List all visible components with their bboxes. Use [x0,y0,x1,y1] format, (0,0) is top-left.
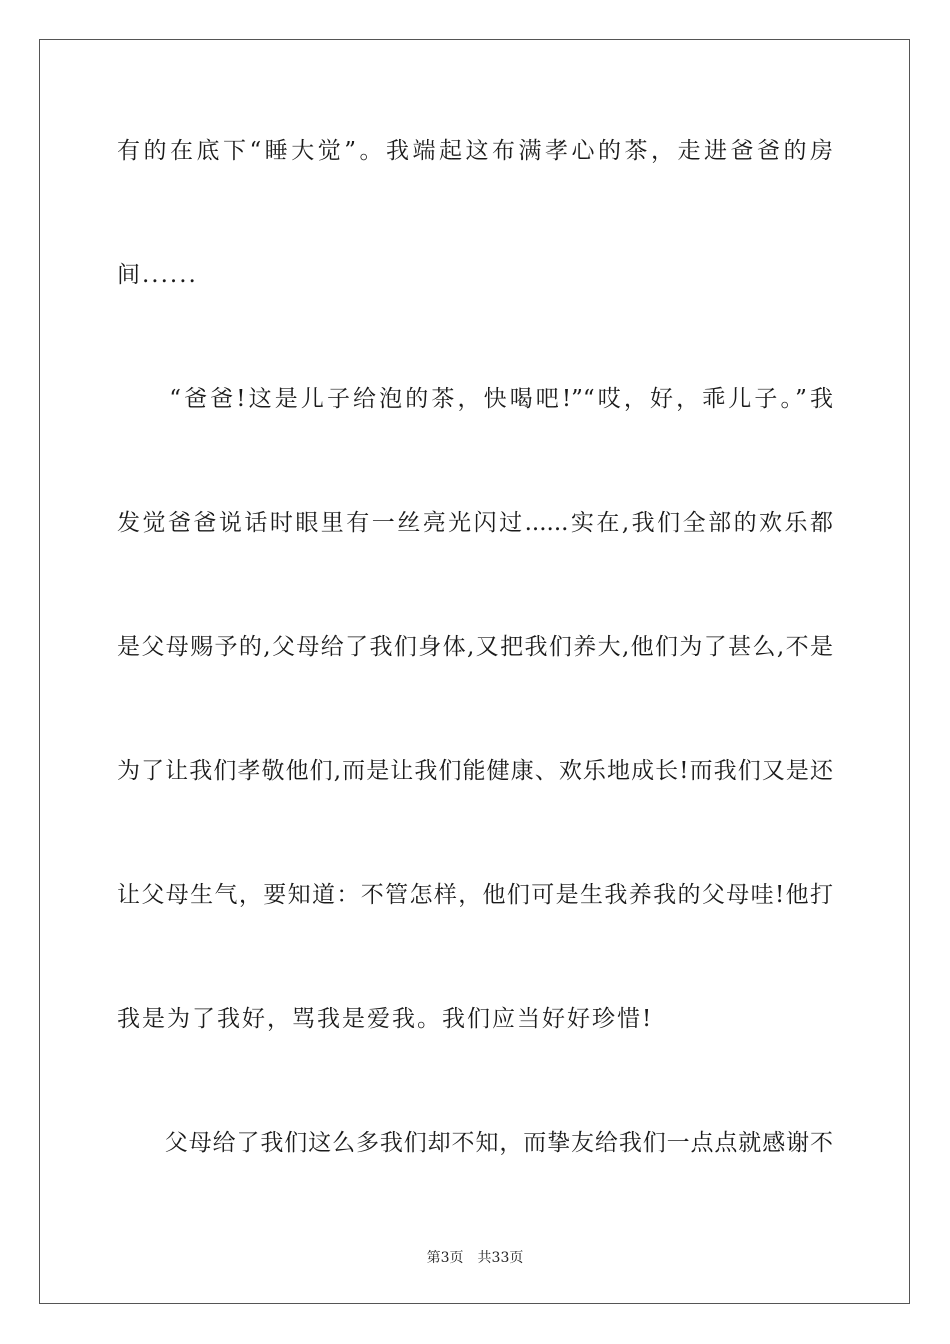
text-line-1: 有的在底下“睡大觉”。我端起这布满孝心的茶，走进爸爸的房 [117,138,833,164]
total-pages: 共33页 [477,1250,524,1266]
text-line-8: 我是为了我好，骂我是爱我。我们应当好好珍惜! [117,1006,654,1032]
text-line-9: 父母给了我们这么多我们却不知，而挚友给我们一点点就感谢不 [117,1130,833,1156]
text-line-7: 让父母生气，要知道：不管怎样，他们可是生我养我的父母哇!他打 [117,882,833,908]
text-line-4: 发觉爸爸说话时眼里有一丝亮光闪过......实在,我们全部的欢乐都 [117,510,833,536]
text-line-5: 是父母赐予的,父母给了我们身体,又把我们养大,他们为了甚么,不是 [117,634,833,660]
text-line-2: 间...... [117,262,198,288]
text-line-3: “爸爸!这是儿子给泡的茶，快喝吧!”“哎，好，乖儿子。”我 [117,386,833,412]
page-footer [0,1246,950,1270]
text-line-6: 为了让我们孝敬他们,而是让我们能健康、欢乐地成长!而我们又是还 [117,758,833,784]
page-number: 第3页 [426,1250,464,1266]
page-border [39,39,910,1304]
